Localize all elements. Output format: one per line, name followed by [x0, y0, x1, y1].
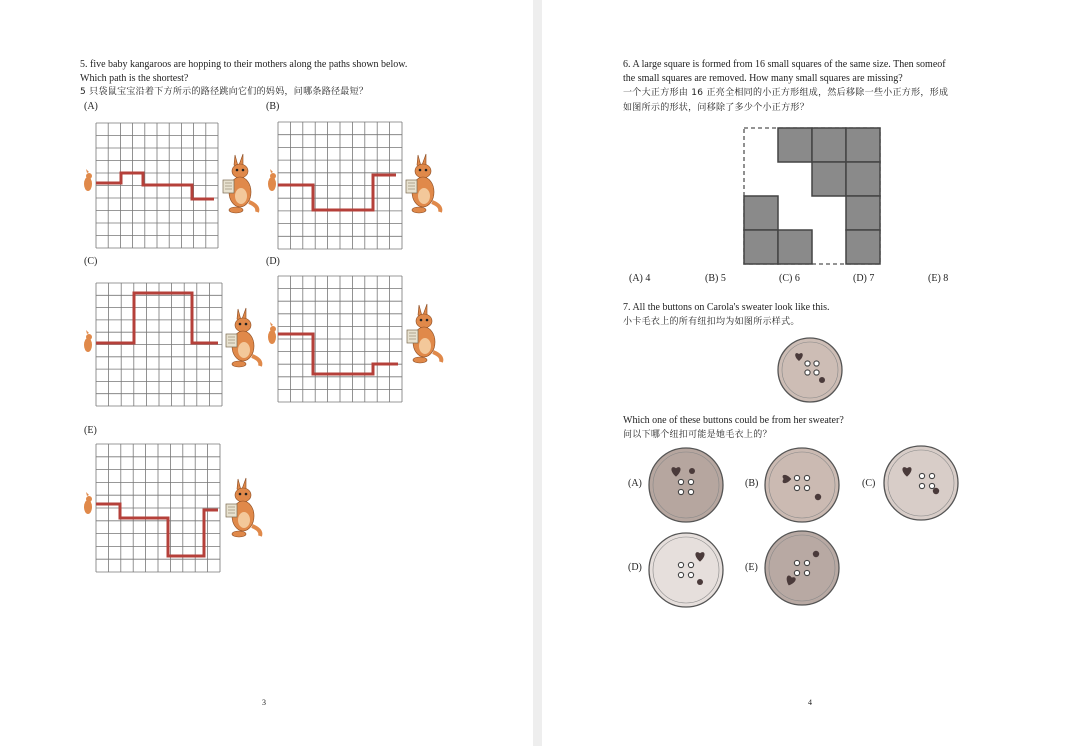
path-grid-a — [96, 123, 218, 248]
button-option-e — [762, 528, 842, 608]
baby-kangaroo-icon — [266, 171, 278, 193]
baby-kangaroo-icon — [266, 324, 278, 346]
mother-kangaroo-icon — [224, 476, 262, 538]
answer-a: (A) 4 — [629, 273, 651, 284]
mother-kangaroo-icon — [404, 152, 442, 214]
q7-text-cn: 小卡毛衣上的所有纽扣均为如图所示样式。 — [623, 317, 800, 327]
square-cell — [744, 196, 778, 230]
reference-button — [775, 335, 845, 405]
page-number: 3 — [262, 698, 266, 707]
option-label-c: (C) — [84, 256, 98, 267]
button-option-d — [646, 530, 726, 610]
page-number: 4 — [808, 698, 812, 707]
baby-kangaroo-icon — [82, 171, 94, 193]
square-cell — [778, 128, 812, 162]
option-label-d: (D) — [266, 256, 280, 267]
q6-text-line1: 6. A large square is formed from 16 small squares of the same size. Then someof — [623, 59, 946, 70]
square-cell — [846, 230, 880, 264]
baby-kangaroo-icon — [82, 494, 94, 516]
answer-c: (C) 6 — [779, 273, 800, 284]
square-cell — [846, 162, 880, 196]
mother-kangaroo-icon — [405, 302, 443, 364]
q7-text: 7. All the buttons on Carola's sweater look like this. — [623, 302, 830, 313]
button-option-a — [646, 445, 726, 525]
square-cell — [744, 230, 778, 264]
q5-text-cn: 5 只袋鼠宝宝沿着下方所示的路径跳向它们的妈妈，问哪条路径最短？ — [80, 87, 369, 97]
path-grid-e — [96, 444, 220, 572]
option-label-e: (E) — [84, 425, 97, 436]
q5-text-line2: Which path is the shortest? — [80, 73, 189, 84]
square-cell — [812, 162, 846, 196]
button-option-b — [762, 445, 842, 525]
path-grid-b — [278, 122, 402, 249]
baby-kangaroo-icon — [82, 332, 94, 354]
q7-ask: Which one of these buttons could be from her sweater? — [623, 415, 844, 426]
button-option-c — [881, 443, 961, 523]
mother-kangaroo-icon — [221, 152, 259, 214]
answer-e: (E) 8 — [928, 273, 949, 284]
square-figure — [740, 124, 886, 270]
mother-kangaroo-icon — [224, 306, 262, 368]
path-grid-c — [96, 283, 222, 406]
page-3 — [0, 0, 533, 746]
button-label-b: (B) — [745, 478, 759, 489]
page-4 — [542, 0, 1080, 746]
answer-b: (B) 5 — [705, 273, 726, 284]
option-label-a: (A) — [84, 101, 98, 112]
square-cell — [846, 128, 880, 162]
button-label-c: (C) — [862, 478, 876, 489]
q6-text-cn-line2: 如图所示的形状，问移除了多少个小正方形？ — [623, 103, 810, 113]
q6-text-cn-line1: 一个大正方形由 16 正亮全相同的小正方形组成，然后移除一些小正方形，形成 — [623, 88, 949, 98]
answer-d: (D) 7 — [853, 273, 875, 284]
square-cell — [846, 196, 880, 230]
option-label-b: (B) — [266, 101, 280, 112]
path-grid-d — [278, 276, 402, 402]
q6-text-line2: the small squares are removed. How many small squares are missing? — [623, 73, 903, 84]
square-cell — [812, 128, 846, 162]
q7-ask-cn: 问以下哪个纽扣可能是她毛衣上的？ — [623, 430, 772, 440]
button-label-d: (D) — [628, 562, 642, 573]
q5-text-line1: 5. five baby kangaroos are hopping to their mothers along the paths shown below. — [80, 59, 408, 70]
button-label-a: (A) — [628, 478, 642, 489]
button-label-e: (E) — [745, 562, 758, 573]
square-cell — [778, 230, 812, 264]
